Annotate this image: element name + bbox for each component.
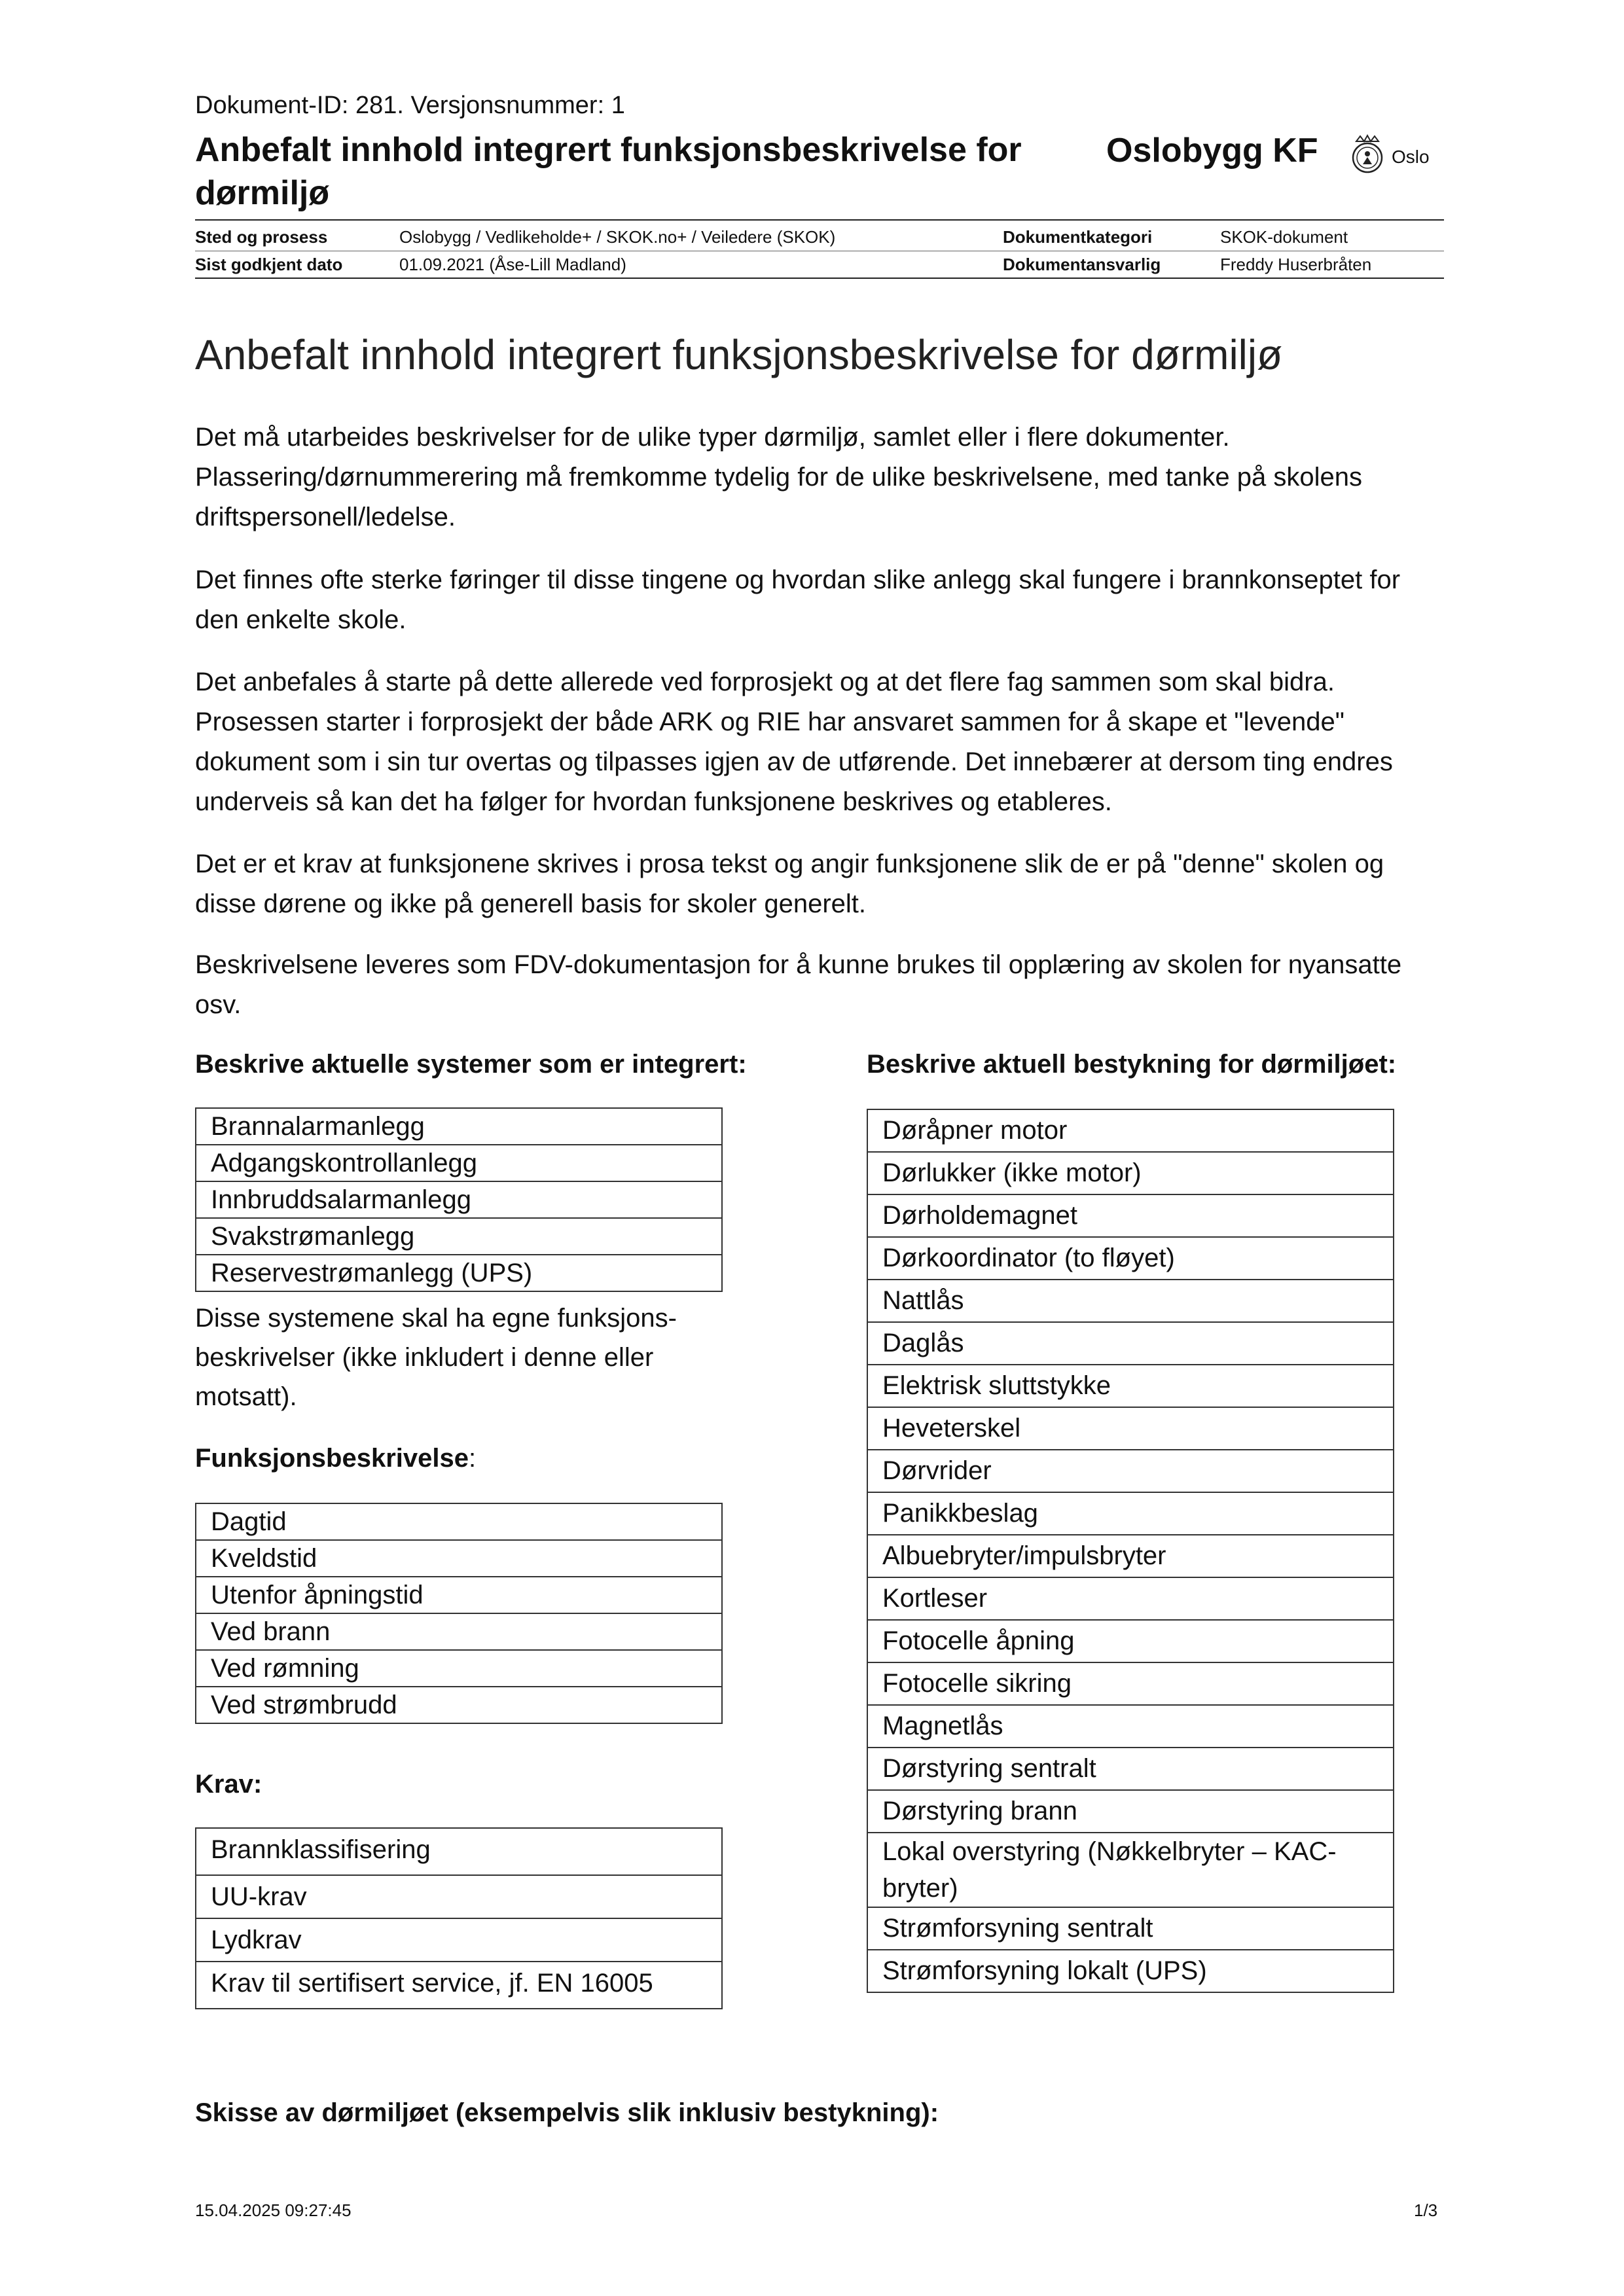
bestykning-table xyxy=(867,1109,1394,1993)
table-row: Dørstyring brann xyxy=(867,1790,1394,1833)
paragraph: Det anbefales å starte på dette allerede ved forprosjekt og at det flere fag sammen som skal bidra. Prosessen starter i forprosjekt der både ARK og RIE har ansvaret sammen for å skape et "levende" dokument som i sin tur overtas og tilpasses igjen av de utførende. Det innebærer at dersom ting endres underveis så kan det ha følger for hvordan funksjonene beskrives og etableres. xyxy=(195,668,1393,816)
bestykning-heading: Beskrive aktuell bestykning for dørmiljøet: xyxy=(867,1050,1397,1079)
table-row: Brannklassifisering xyxy=(196,1828,722,1875)
meta-dato-value: 01.09.2021 (Åse-Lill Madland) xyxy=(399,255,626,274)
header-rule-top xyxy=(195,219,1444,221)
table-row: Lydkrav xyxy=(196,1918,722,1962)
krav-heading: Krav: xyxy=(195,1770,262,1799)
table-row: Daglås xyxy=(867,1322,1394,1365)
paragraph: Det er et krav at funksjonene skrives i prosa tekst og angir funksjonene slik de er på "denne" skolen og disse dørene og ikke på generell basis for skoler generelt. xyxy=(195,850,1384,918)
footer-page-number: 1/3 xyxy=(1414,2200,1438,2220)
meta-kategori-label: Dokumentkategori xyxy=(1003,227,1153,247)
table-row: Panikkbeslag xyxy=(867,1492,1394,1535)
table-row: Brannalarmanlegg xyxy=(196,1108,722,1145)
table-row: Reservestrømanlegg (UPS) xyxy=(196,1255,722,1291)
paragraph: Det må utarbeides beskrivelser for de ulike typer dørmiljø, samlet eller i flere dokumenter. Plassering/dørnummerering må fremkomme tydelig for de ulike beskrivelsene, med tanke på skolens driftspersonell/ledelse. xyxy=(195,423,1362,531)
skisse-heading: Skisse av dørmiljøet (eksempelvis slik inklusiv bestykning): xyxy=(195,2098,939,2127)
table-row: Kortleser xyxy=(867,1577,1394,1620)
table-row: Ved strømbrudd xyxy=(196,1687,722,1723)
document-id: Dokument-ID: 281. Versjonsnummer: 1 xyxy=(195,92,625,119)
footer-timestamp: 15.04.2025 09:27:45 xyxy=(195,2200,352,2220)
table-row: Dørkoordinator (to fløyet) xyxy=(867,1237,1394,1280)
table-row: Heveterskel xyxy=(867,1407,1394,1450)
table-row: Dagtid xyxy=(196,1503,722,1540)
table-row: Krav til sertifisert service, jf. EN 16005 xyxy=(196,1962,722,2009)
organization-name: Oslobygg KF xyxy=(1106,132,1318,170)
systems-note: Disse systemene skal ha egne funksjons-beskrivelser (ikke inkludert i denne eller motsatt). xyxy=(195,1304,677,1411)
page-title: Anbefalt innhold integrert funksjonsbeskrivelse for dørmiljø xyxy=(195,331,1283,378)
table-row: Kveldstid xyxy=(196,1540,722,1577)
table-row: Svakstrømanlegg xyxy=(196,1218,722,1255)
table-row: Albuebryter/impulsbryter xyxy=(867,1535,1394,1577)
header-rule-bottom xyxy=(195,278,1444,279)
header-title: Anbefalt innhold integrert funksjonsbeskrivelse for dørmiljø xyxy=(195,131,1022,212)
table-row: Elektrisk sluttstykke xyxy=(867,1365,1394,1407)
table-row: Dørstyring sentralt xyxy=(867,1748,1394,1790)
table-row: Dørvrider xyxy=(867,1450,1394,1492)
funksjon-table xyxy=(195,1503,723,1724)
meta-ansvarlig-value: Freddy Huserbråten xyxy=(1220,255,1372,274)
table-row: Ved brann xyxy=(196,1613,722,1650)
meta-sted-label: Sted og prosess xyxy=(195,227,328,247)
table-row: Fotocelle åpning xyxy=(867,1620,1394,1662)
table-row: Døråpner motor xyxy=(867,1109,1394,1152)
table-row: UU-krav xyxy=(196,1875,722,1918)
meta-ansvarlig-label: Dokumentansvarlig xyxy=(1003,255,1161,274)
table-row: Adgangskontrollanlegg xyxy=(196,1145,722,1181)
table-row: Nattlås xyxy=(867,1280,1394,1322)
table-row: Fotocelle sikring xyxy=(867,1662,1394,1705)
table-row: Utenfor åpningstid xyxy=(196,1577,722,1613)
meta-dato-label: Sist godkjent dato xyxy=(195,255,343,274)
meta-kategori-value: SKOK-dokument xyxy=(1220,227,1348,247)
table-row: Dørholdemagnet xyxy=(867,1194,1394,1237)
table-row: Magnetlås xyxy=(867,1705,1394,1748)
table-row: Ved rømning xyxy=(196,1650,722,1687)
funksjon-heading: Funksjonsbeskrivelse: xyxy=(195,1444,477,1473)
table-row: Lokal overstyring (Nøkkelbryter – KAC-bryter) xyxy=(867,1833,1394,1907)
krav-table xyxy=(195,1827,723,2009)
table-row: Strømforsyning sentralt xyxy=(867,1907,1394,1950)
systems-table xyxy=(195,1107,723,1292)
meta-sted-value: Oslobygg / Vedlikeholde+ / SKOK.no+ / Veiledere (SKOK) xyxy=(399,227,836,247)
oslo-seal-icon xyxy=(1350,134,1385,174)
oslo-logo-text: Oslo xyxy=(1392,147,1430,167)
table-row: Innbruddsalarmanlegg xyxy=(196,1181,722,1218)
systems-heading: Beskrive aktuelle systemer som er integrert: xyxy=(195,1050,747,1079)
paragraph: Beskrivelsene leveres som FDV-dokumentasjon for å kunne brukes til opplæring av skolen for nyansatte osv. xyxy=(195,950,1402,1019)
paragraph: Det finnes ofte sterke føringer til disse tingene og hvordan slike anlegg skal fungere i brannkonseptet for den enkelte skole. xyxy=(195,565,1401,634)
table-row: Dørlukker (ikke motor) xyxy=(867,1152,1394,1194)
table-row: Strømforsyning lokalt (UPS) xyxy=(867,1950,1394,1992)
